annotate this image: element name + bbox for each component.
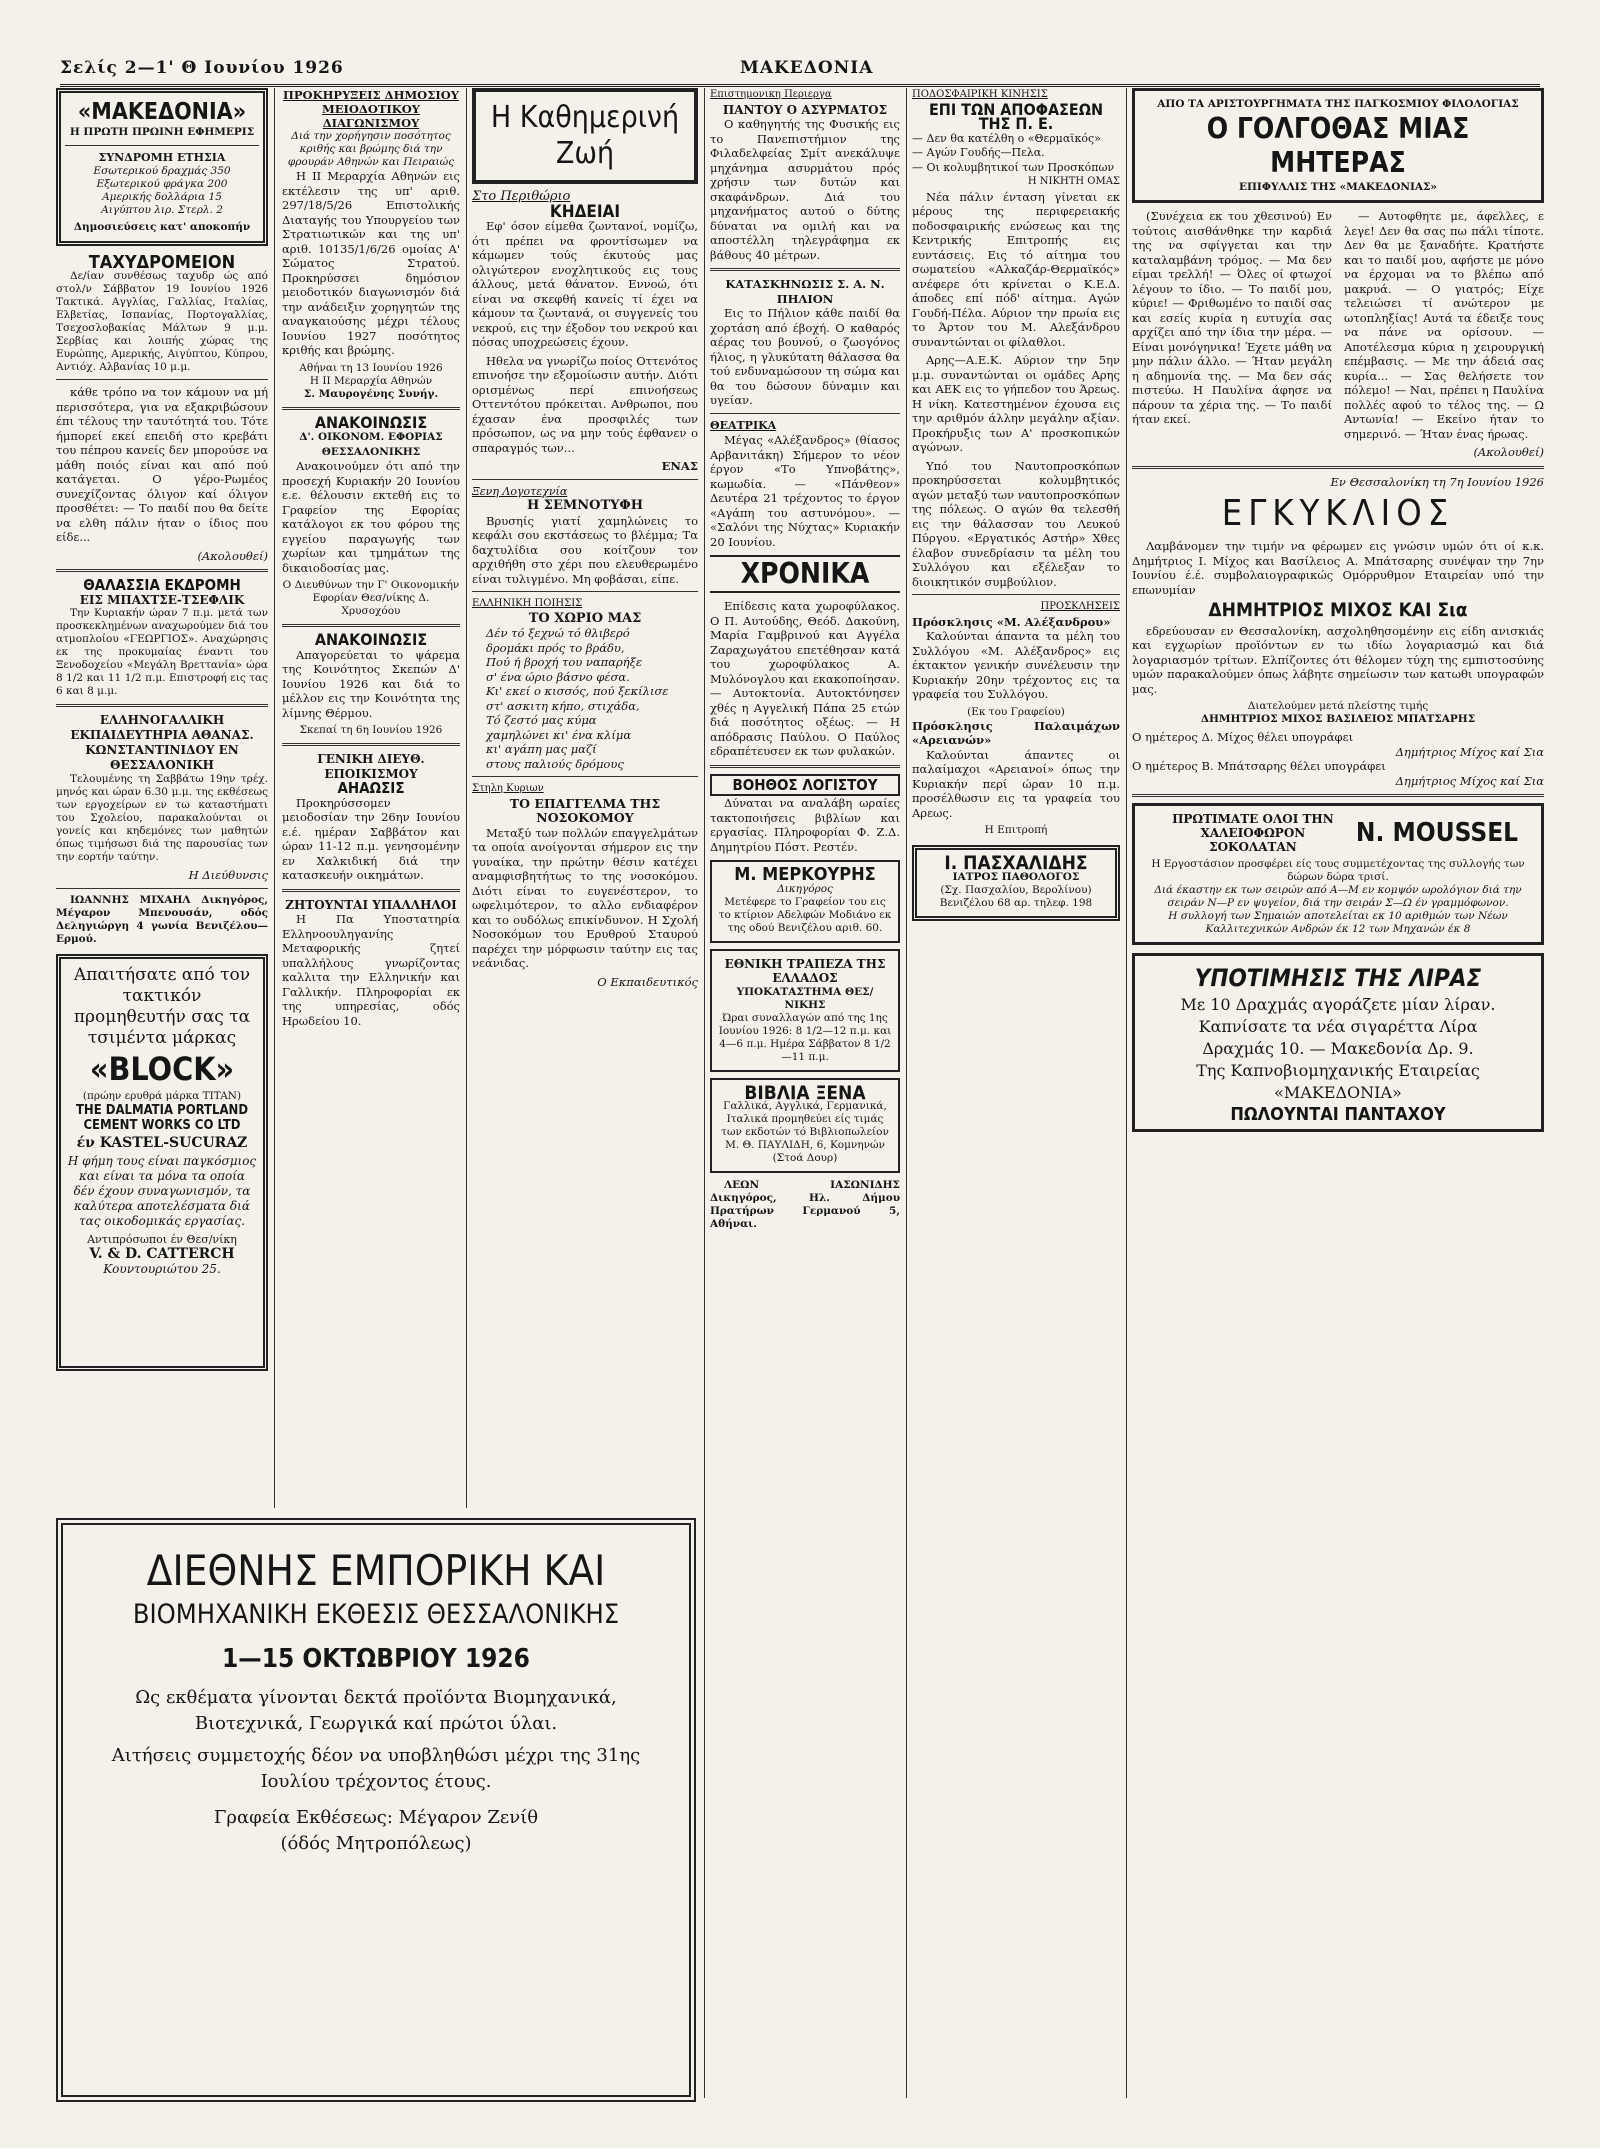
article-wireless-text: Ο καθηγητής της Φυσικής εις το Πανεπιστήμιον της Φιλαδελφείας Σμίτ ανεκάλυψε μηχάνημα ασυρμάτου πρός χρήσιν των δυτών και σκαφάνδρων. Διά του μηχανήματος αυτού ο δύτης δύναται να ομιλή και να αποστέλλη τηλεγράφημα εκ βάθους 40 μέτρων. bbox=[710, 117, 900, 262]
daily-life-banner: Η Καθημερινή Ζωή bbox=[472, 88, 698, 184]
expo-address: (όδός Μητροπόλεως) bbox=[280, 1833, 472, 1854]
poetry-section: ΕΛΛΗΝΙΚΗ ΠΟΙΗΣΙΣ bbox=[472, 598, 583, 609]
column-1 bbox=[56, 88, 268, 1508]
block-ad-place: έν KASTEL-SUCURAZ bbox=[76, 1135, 248, 1151]
serial-title: Ο ΓΟΛΓΟΘΑΣ ΜΙΑΣ ΜΗΤΕΡΑΣ bbox=[1206, 111, 1470, 179]
circular-text-2: εδρεύουσαν εν Θεσσαλονίκη, ασχοληθησομένην εις είδη ανισκιάς και εγχωρίων προϊόντων εν τω ιδίω λογαριασμώ και διά λογαριασμόν τρίτων. Ελπίζοντες ότι θέλομεν τύχη της εμπιστοσύνης υμών παρακαλούμεν όπως λάβητε σημείωσιν των κατωθι υπογραφών μας. bbox=[1132, 623, 1544, 696]
accountant-title: ΒΟΗΘΟΣ ΛΟΓΙΣΤΟΥ bbox=[710, 774, 900, 797]
wanted-text: Η Πα Υποστατηρία Ελληνοουληγανίης Μεταφορικής ζητεί υπαλλήλους γνωρίζοντας καλλιτα την Ελληνικήν και Γαλλικήν. Πληροφορίαι εκ της υπηρεσίας, οδός Ηρωδείου 10. bbox=[282, 912, 460, 1028]
lira-lines bbox=[1141, 994, 1535, 1104]
page-number-date: Σελίς 2—1' Θ Ιουνίου 1926 bbox=[60, 58, 344, 78]
article-funerals-signature: ΕΝΑΣ bbox=[661, 459, 698, 473]
column-4 bbox=[710, 88, 900, 2098]
block-ad-agent-name: V. & D. CATTERCH bbox=[89, 1246, 235, 1262]
masthead-subtitle: Η ΠΡΩΤΗ ΠΡΩΙΝΗ ΕΦΗΜΕΡΙΣ bbox=[69, 126, 255, 138]
poem-line: χαμηλώνει κι' ένα κλίμα bbox=[486, 727, 632, 742]
football-text-3: Υπό του Ναυτοπροσκόπων προκηρύσσεται κολυμβητικός αγών μεταξύ των ναυτοπροσκόπων της πόλεως. Ο αγών θα τελεσθή εις την θάλασσαν του Λευκού Πύργου. «Εργατικός Αστήρ» Χθες έλαβον συνεδρίασιν τα μέλη του Συλλόγου και εξέλεξαν το διοικητικόν συμβούλιον. bbox=[912, 458, 1120, 589]
serial-body bbox=[1132, 209, 1544, 445]
moussel-text-2: Διά έκαστην εκ των σειρών από Α—Μ εν κομψόν ωρολόγιον διά την σειράν Ν—Ρ εν ψυγείον, διά την σειράν Σ—Ω έν γραμμόφωνον. bbox=[1154, 884, 1522, 909]
newspaper-name: ΜΑΚΕΔΟΝΙΑ bbox=[740, 58, 874, 78]
football-text-2: Αρης—Α.Ε.Κ. Αύριον την 5ην μ.μ. συναντώνται οι ομάδες Αρης και ΑΕΚ εις το γήπεδον του Άρεως. Η νίκη. Κατεστημένον έχουσα εις την αριθμόν άλλην μεγάλην αξίαν. Προκήρυξις των Α' προσκοπικών αγώνων. bbox=[912, 353, 1120, 454]
article-nurse-signature: Ο Εκπαιδευτικός bbox=[597, 974, 698, 989]
invitation1-signature: (Εκ του Γραφείου) bbox=[967, 705, 1065, 718]
lira-line: Καπνίσατε τα νέα σιγαρέττα Λίρα bbox=[1198, 1017, 1478, 1036]
block-ad-agent-address: Κουντουριώτου 25. bbox=[103, 1261, 221, 1276]
circular-closing: Διατελούμεν μετά πλείστης τιμής bbox=[1247, 700, 1429, 712]
poem-line: Τό ζεστό μας κύμα bbox=[486, 713, 597, 727]
excursion-text: Την Κυριακήν ώραν 7 π.μ. μετά των προσκεκλημένων αναχωρούμεν διά του ατμοπλοίου «ΓΕΩΡΓΙΟΣ». Αναχώρησις εκ της προκυμαίας έναντι του Ξενοδοχείου «Μεγάλη Βρεττανία» ώρα 8 1/2 και 11 1/2 π.μ. Επιστροφή εις τας 6 και 8 μ.μ. bbox=[56, 607, 268, 697]
serial-text-right: — Αυτοφθητε με, άφελλες, ε λεγε! Δεν θα σας πω πάλι τίποτε. Δεν θα με ξαναδήτε. Κρατήστε και το παιδί μου, αφήστε με μόνο να έρχομαι να το βλέπω από μακρυά. — Ο γιατρός; Είχε τελειώσει τί ανώτερον με ωτοπληξίας! Αυτά τα έδειξε τους να πάνε να ορίσουν. — Αποτέλεσμα κύρια η χειρουργική επέμβασις. — Με την άδειά σας κυρία... — Σας θελήσετε τον πόλεμο! — Ναι, πρέπει η Παυλίνα πολλές αφού το τέλος της. — Ω Αντωνία! — Εκείνο ήταν το σημερινό. — Ήταν ένας ήρωας. bbox=[1344, 209, 1544, 441]
column-divider bbox=[274, 88, 275, 1508]
school-signature: Η Διεύθυνσις bbox=[188, 868, 268, 882]
block-cement-ad bbox=[56, 954, 268, 1371]
books-title: ΒΙΒΛΙΑ ΞΕΝΑ bbox=[744, 1081, 866, 1104]
pashalidis-profession: ΙΑΤΡΟΣ ΠΑΘΟΛΟΓΟΣ bbox=[952, 870, 1080, 883]
pashalidis-name: Ι. ΠΑΣΧΑΛΙΔΗΣ bbox=[944, 852, 1088, 874]
expo-line-1: ΔΙΕΘΝΗΣ ΕΜΠΟΡΙΚΗ ΚΑΙ bbox=[146, 1546, 606, 1595]
lira-line: Με 10 Δραχμάς αγοράζετε μίαν λίραν. bbox=[1180, 995, 1496, 1014]
moussel-ad bbox=[1132, 803, 1544, 945]
circular-firm: ΔΗΜΗΤΡΙΟΣ ΜΙΧΟΣ ΚΑΙ Σια bbox=[1208, 599, 1468, 621]
serial-text-left: (Συνέχεια εκ του χθεσινού) Εν τούτοις αισθάνθηκε την καρδιά της να σφίγγεται και την καταλαμβάνη τρόμος. — Μα δεν είμαι τρελλή! — Όλες οί φτωχοί λέγουν το ίδιο. — Το παιδί μου, κύριε! — Φριθωμένο το παιδί σας και εσείς κυρία η ευτυχία σας αρχίζει από την ίδια την μέρα. — Είναι μονόγηνικα! Έχετε μάθη να μην πάλιν άλλο. — Ήταν μεγάλη η αδημονία της. — Μα δεν σάς πιστεύω. Η Παυλίνα άφησε να πάρουν τα χέρια της. — Το παιδί ήταν εκεί. bbox=[1132, 209, 1332, 426]
bank-branch: ΥΠΟΚΑΤΑΣΤΗΜΑ ΘΕΣ/ΝΙΚΗΣ bbox=[736, 985, 874, 1011]
wanted-title: ΖΗΤΟΥΝΤΑΙ ΥΠΑΛΛΗΛΟΙ bbox=[285, 897, 457, 912]
subscription-line: Εξωτερικού φράγκα 200 bbox=[96, 178, 228, 190]
post-text: Δε/ίαν συνθέσως ταχυδρ ώς από στολ/ν Σάββατον 19 Ιουνίου 1926 Τακτικά. Αγγλίας, Γαλλίας, Ιταλίας, Ελβετίας, Ισπανίας, Πορτογαλλίας, Τσεχοσλοβακίας Μάλτων 9 μ.μ. Σερβίας και λοιπής χώρας της Ευρώπης, Αμερικής, Αιγύπτου, Κύπρου, Αντιόχ. Αλβανίας 10 μ.μ. bbox=[56, 270, 268, 373]
notice-text: Η ΙΙ Μεραρχία Αθηνών εις εκτέλεσιν της υπ' αριθ. 297/18/5/26 Επιστολικής Διαταγής του Υπουργείου των Στρατιωτικών και της υπ' αριθ. 10135/1/6/26 ομοίας Α' Σώματος Στρατού. Προκηρύσσει δημόσιον μειοδοτικόν διαγωνισμόν διά την ανάδειξιν χορηγητών της αναγκαιούσης μέχρι τέλους Ιουνίου 1927 ποσότητος κριθής και βρώμης. bbox=[282, 169, 460, 357]
lawyer-michail: ΙΩΑΝΝΗΣ ΜΙΧΑΗΛ Δικηγόρος, Μέγαρον Μπενουσάν, οδός Δεληγιώργη 4 γωνία Βενιζέλου—Ερμού. bbox=[56, 893, 268, 945]
invitation2-title: Πρόσκλησις Παλαιμάχων «Αρειανών» bbox=[912, 718, 1120, 747]
section-label: Στο Περιθώριο bbox=[472, 189, 571, 204]
announcement-title: ΑΝΑΚΟΙΝΩΣΙΣ bbox=[314, 412, 428, 432]
column-divider bbox=[704, 88, 705, 2098]
poem-line: Πού ή βροχή του ναπαρήξε bbox=[486, 655, 643, 669]
merkouris-text: Μετέφερε το Γραφείον του εις το κτίριον Αδελφών Μοδιάνο εκ της οδού Βενιζέλου αριθ. 60. bbox=[718, 895, 892, 934]
expo-text-1: Ως εκθέματα γίνονται δεκτά προϊόντα Βιομηχανικά, Βιοτεχνικά, Γεωργικά καί πρώτοι ύλαι. bbox=[135, 1687, 617, 1734]
column-3 bbox=[472, 88, 698, 1508]
article-prude-text: Βρυσηίς γιατί χαμηλώνεις το κεφάλι σου εκστάσεως το βλέμμα; Τα δαχτυλίδια σου κοίτζουν τον αρχιθήθη στο χέρι που ελευθερωμένο είναι τυλιγμένο. Μη φοβάσαι, είπε. bbox=[472, 513, 698, 586]
notice-signatory: Σ. Μαυρογένης Συνήγ. bbox=[303, 387, 439, 400]
masthead-title: «ΜΑΚΕΔΟΝΙΑ» bbox=[77, 99, 247, 125]
ads-note: Δημοσιεύσεις κατ' αποκοπήν bbox=[73, 221, 251, 233]
lira-ad bbox=[1132, 953, 1544, 1132]
lira-line: «ΜΑΚΕΔΟΝΙΑ» bbox=[1274, 1083, 1402, 1102]
block-ad-company: THE DALMATIA PORTLAND CEMENT WORKS CO LTD bbox=[75, 1103, 249, 1133]
moussel-text: Η Εργοστάσιον προσφέρει είς τους συμμετέχοντας της συλλογής των δώρων δώρα τρισί. bbox=[1151, 858, 1525, 883]
theatre-text: Μέγας «Αλέξανδρος» (θίασος Αρβανιτάκη) Σήμερον το νέον έργον «Το Υπνοβάτης», κωμωδία. — «Πάνθεον» Δευτέρα 21 τρέχοντος το έργον «Αγάπη του αστυνόμου». — «Σαλόνι της Νύχτας» Κυριακήν 20 Ιουνίου. bbox=[710, 433, 900, 549]
signature-label: Ο ημέτερος Β. Μπάτσαρης θέλει υπογράφει bbox=[1132, 759, 1386, 773]
pashalidis-ad bbox=[912, 845, 1120, 921]
subscription-line: Εσωτερικού δραχμάς 350 bbox=[93, 165, 231, 177]
article-prude-title: Η ΣΕΜΝΟΤΥΦΗ bbox=[526, 498, 644, 513]
football-note: Η ΝΙΚΗΤΗ ΟΜΑΣ bbox=[1027, 176, 1120, 187]
circular-signatories: ΔΗΜΗΤΡΙΟΣ ΜΙΧΟΣ ΒΑΣΙΛΕΙΟΣ ΜΠΑΤΣΑΡΗΣ bbox=[1200, 713, 1476, 725]
serial-continued: (Ακολουθεί) bbox=[1473, 445, 1544, 459]
article-wireless-title: ΠΑΝΤΟΥ Ο ΑΣΥΡΜΑΤΟΣ bbox=[722, 102, 888, 117]
announcement2-title: ΑΝΑΚΟΙΝΩΣΙΣ bbox=[314, 630, 428, 649]
bullet-item: — Δεν θα κατέλθη ο «Θερμαϊκός» bbox=[912, 131, 1101, 145]
books-text: Γαλλικά, Αγγλικά, Γερμανικά, Ιταλικά προμηθεύει είς τιμάς των εκδοτών τό Βιβλιοπωλείον Μ. Θ. ΠΑΥΛΙΔΗ, 6, Κομνηνών (Στοά Δουρ) bbox=[721, 1100, 889, 1164]
subscription-lines bbox=[65, 165, 259, 217]
excursion-title: ΘΑΛΑΣΣΙΑ ΕΚΔΡΟΜΗ bbox=[83, 576, 241, 594]
serial-subtitle: ΕΠΙΦΥΛΛΙΣ ΤΗΣ «ΜΑΚΕΔΟΝΙΑΣ» bbox=[1239, 180, 1437, 193]
column-5 bbox=[912, 88, 1120, 2098]
circular-text: Λαμβάνομεν την τιμήν να φέρωμεν εις γνώσιν υμών ότι οί κ.κ. Δημήτριος Ι. Μίχος και Βασίλειος Α. Μπάτσαρης συνέψαν την 7ην Ιουνίου έ.έ. συμβολαιογραφικώς Ομόρρυθμον Εταιρείαν υπό την επωνυμίαν bbox=[1132, 539, 1544, 597]
circular-date: Εν Θεσσαλονίκη τη 7η Ιουνίου 1926 bbox=[1330, 474, 1544, 489]
expo-line-2: ΒΙΟΜΗΧΑΝΙΚΗ ΕΚΘΕΣΙΣ ΘΕΣΣΑΛΟΝΙΚΗΣ bbox=[132, 1599, 620, 1630]
expo-text-2: Αιτήσεις συμμετοχής δέον να υποβληθώσι μέχρι της 31ης Ιουλίου τρέχοντος έτους. bbox=[111, 1745, 641, 1792]
poem-line: σ' ένα ώριο βάσνο φέσα. bbox=[486, 669, 630, 684]
column-divider bbox=[466, 88, 467, 1508]
lira-footer: ΠΩΛΟΥΝΤΑΙ ΠΑΝΤΑΧΟΥ bbox=[1230, 1104, 1446, 1125]
chronicles-title: ΧΡΟΝΙΚΑ bbox=[710, 555, 900, 593]
camp-text: Εις το Πήλιον κάθε παιδί θα χορτάση από έβοχή. Ο καθαρός αέρας του βουνού, ο ζωογόνος ήλιος, η γλυκύτατη θάλασσα θα τού ενδυναμώσουν τη σώμα και θα του δώσουν δύναμιν και υγείαν. bbox=[710, 306, 900, 407]
accountant-text: Δύναται να αναλάβη ωραίες τακτοποιήσεις βιβλίων και εργασίας. Πληροφορίαι Φ. Ζ.Δ. Δημητρίου Πόστ. Ρεστέν. bbox=[710, 796, 900, 854]
signature-specimen: Δημήτριος Μίχος καί Σια bbox=[1395, 773, 1544, 788]
excursion-subtitle: ΕΙΣ ΜΠΑΧΤΣΕ-ΤΣΕΦΛΙΚ bbox=[79, 592, 245, 607]
bank-hours: Ώραι συναλλαγών από της 1ης Ιουνίου 1926: 8 1/2—12 π.μ. και 4—6 π.μ. Ημέρα Σάββατον 8 1/2—11 π.μ. bbox=[718, 1011, 892, 1063]
poem-line: δρομάκι πρός το βράδυ, bbox=[486, 640, 625, 655]
theatre-title: ΘΕΑΤΡΙΚΑ bbox=[710, 418, 777, 432]
block-ad-intro: Απαιτήσατε από τον τακτικόν προμηθευτήν σας τα τσιμέντα μάρκας bbox=[73, 964, 251, 1048]
subscription-line: Αμερικής δολλάρια 15 bbox=[102, 191, 222, 203]
lira-line: Δραχμάς 10. — Μακεδονία Δρ. 9. bbox=[1202, 1039, 1474, 1058]
block-ad-note: (πρώην ερυθρά μάρκα TITAN) bbox=[82, 1089, 242, 1102]
chronicles-text: Επίδεσις κατα χωροφύλακος. Ο Π. Αυτούδης, Θεόδ. Δακούνη, Μαρία Γαμβρινού και Αγγέλα Ζαραχωγάτου επετέθησαν κατά του χωροφύλακος Α. Μυλόνογλου και εκακοποίησαν. — Αυτοκτονία. Αυτοκτόνησεν χθές η Αγγελική Πάπα 25 ετών διά ποσότητος οξέως. — Η απόδρασις Παύλου. Ο Παύλος εδραπέτευσεν εκ των φυλακών. bbox=[710, 599, 900, 758]
announcement2-signature: Σκεπαί τη 6η Ιουνίου 1926 bbox=[299, 724, 443, 736]
invitations-title: ΠΡΟΣΚΛΗΣΕΙΣ bbox=[1040, 601, 1120, 612]
block-ad-brand: «BLOCK» bbox=[89, 1049, 235, 1088]
merkouris-profession: Δικηγόρος bbox=[777, 882, 833, 895]
moussel-brand: N. MOUSSEL bbox=[1355, 817, 1519, 848]
bank-title: ΕΘΝΙΚΗ ΤΡΑΠΕΖΑ ΤΗΣ ΕΛΛΑΔΟΣ bbox=[724, 956, 886, 985]
article-funerals-text-2: Ηθελα να γνωρίζω ποίος Οττενότος επινοήσε την εξομοίωσιν αυτήν. Διότι ορισμένως περί επινοήσεως Οττεντότου πρόκειται. Ανθρωποι, που έχασαν ένα προσφιλές των πρόσωπον, ως να μην τούς έφθανεν ο σπαραγμός των... bbox=[472, 353, 698, 455]
column-divider bbox=[1126, 88, 1127, 2098]
invitation2-text: Καλούνται άπαντες οι παλαίμαχοι «Αρειανοί» όπως την Κυριακήν περί ώραν 10 π.μ. προσέλθωσιν εις τα γραφεία του Αρεως. bbox=[912, 747, 1120, 820]
section-label: Επιστημονικη Περιεργα bbox=[710, 89, 832, 100]
article-funerals-text: Εφ' όσον είμεθα ζωντανοί, νομίζω, ότι πρέπει να φροντίσωμεν να κάμωμεν τούς έκυτούς μας ολιγώτερον ενοχλητικούς εις τους άλλους, μετά θάνατον. Εννοώ, ότι είναι να σκεφθή κανείς τί έχει να κάμουν τα ζωντανά, οι συγγενείς του νεκρού, εις την έξοδον του νεκρού και πόσας υποχρεώσεις έχουν. bbox=[472, 219, 698, 349]
notice-date: Αθήναι τη 13 Ιουνίου 1926 bbox=[299, 361, 443, 374]
notice-issuer: Η ΙΙ Μεραρχία Αθηνών bbox=[309, 374, 433, 387]
football-text: Νέα πάλιν ένταση γίνεται εκ μέρους της περιφερειακής ποδοσφαιρικής ενώσεως και της Κεντρικής Επιτροπής εις ευντάσεις. Εις τό αίτημα του σωματείου «Αλκαζάρ-Θερμαϊκός» ανέφερε ότι κρίνεται ο Κ.Ε.Δ. άποδες επί πόδ' αίτημα. Αγών Γουδή-Πέλα. Αύριον την πρωία εις το Άρτον του Μ. Αλεξάνδρου συναντώνται οι φίλαθλοι. bbox=[912, 189, 1120, 349]
bullet-item: — Οι κολυμβητικοί των Προσκόπων bbox=[912, 160, 1115, 174]
football-title: ΕΠΙ ΤΩΝ ΑΠΟΦΑΣΕΩΝ ΤΗΣ Π. Ε. bbox=[928, 99, 1104, 133]
section-label: Ξενη Λογοτεχνία bbox=[472, 484, 568, 498]
masthead-box bbox=[56, 88, 268, 246]
section-label: ΠΟΔΟΣΦΑΙΡΙΚΗ ΚΙΝΗΣΙΣ bbox=[912, 89, 1048, 100]
circular-signature-1 bbox=[1132, 730, 1544, 759]
moussel-text-3: Η συλλογή των Σημαιών αποτελείται εκ 10 αριθμών των Νέων Καλλιτεχνικών Ανδρών έκ 12 των Μηχανών έκ 8 bbox=[1168, 910, 1508, 935]
invitation1-title: Πρόσκλησις «Μ. Αλέξανδρου» bbox=[912, 614, 1111, 629]
invitation2-signature: Η Επιτροπή bbox=[984, 824, 1048, 836]
story-continued: (Ακολουθεί) bbox=[197, 548, 268, 563]
lira-line: Της Καπνοβιομηχανικής Εταιρείας bbox=[1196, 1061, 1480, 1080]
camp-title: ΚΑΤΑΣΚΗΝΩΣΙΣ Σ. Α. Ν. ΠΗΛΙΟΝ bbox=[725, 277, 885, 306]
column-6 bbox=[1132, 88, 1544, 2098]
announcement-signature: Ο Διευθύνων την Γ' Οικονομικήν Εφορίαν Θεσ/νίκης Δ. Χρυσοχόου bbox=[282, 579, 460, 617]
circular-title: ΕΓΚΥΚΛΙΟΣ bbox=[1221, 493, 1455, 534]
notice-title: ΠΡΟΚΗΡΥΞΕΙΣ ΔΗΜΟΣΙΟΥ ΜΕΙΟΔΟΤΙΚΟΥ ΔΙΑΓΩΝΙΣΜΟΥ bbox=[283, 88, 459, 130]
serial-header bbox=[1132, 88, 1544, 203]
poem-line: κι' αγάπη μας μαζί bbox=[486, 742, 597, 756]
moussel-header bbox=[1141, 812, 1535, 854]
announcement2-text: Απαγορεύεται το ψάρεμα της Κοινότητος Σκεπών Δ' Ιουνίου 1926 και διά το μέλλον εις την Κοινότητα της λίμνης Θέρμου. bbox=[282, 647, 460, 720]
post-title: ΤΑΧΥΔΡΟΜΕΙΟΝ bbox=[88, 251, 236, 273]
subscription-title: ΣΥΝΔΡΟΜΗ ΕΤΗΣΙΑ bbox=[98, 150, 226, 164]
merkouris-ad bbox=[710, 860, 900, 943]
general-directorate-subtitle: ΑΗΑΩΣΙΣ bbox=[337, 779, 405, 797]
article-funerals-title: ΚΗΔΕΙΑΙ bbox=[549, 201, 621, 222]
subscription-line: Αιγύπτου λιρ. Στερλ. 2 bbox=[101, 204, 223, 216]
foreign-books-ad bbox=[710, 1078, 900, 1174]
expo-ad bbox=[56, 1518, 696, 2102]
block-ad-description: Η φήμη τους είναι παγκόσμιος και είναι τα μόνα τα οποία δέν έχουν συναγωνισμόν, τα καλύτερα αποτελέσματα διά τας οικοδομικάς εργασίας. bbox=[67, 1153, 257, 1228]
serial-section: ΑΠΟ ΤΑ ΑΡΙΣΤΟΥΡΓΗΜΑΤΑ ΤΗΣ ΠΑΓΚΟΣΜΙΟΥ ΦΙΛΟΛΟΓΙΑΣ bbox=[1157, 98, 1519, 110]
story-text: κάθε τρόπο να τον κάμουν να μή περισσότερα, για να εξακριβώσουν έπι τέλους την ταυτότητά του. Τότε ήμπορεί εκεί επειδή στο κρεβάτι του πέπρου κανείς δεν μπορούσε να μάθη ποιός είναι και από πού κατάγεται. Ο γέρο-Ρωμέος συνεχίζοντας όλιγον καί όλιγον προσθέτει: — Το παιδί που θα δείτε να ελθη πάλιν ήταν ο ίδιος που είδε... bbox=[56, 385, 268, 544]
page-header bbox=[60, 54, 1540, 87]
school-title: ΕΛΛΗΝΟΓΑΛΛΙΚΗ ΕΚΠΑΙΔΕΥΤΗΡΙΑ ΑΘΑΝΑΣ. ΚΩΝΣΤΑΝΤΙΝΙΔΟΥ ΕΝ ΘΕΣΣΑΛΟΝΙΚΗ bbox=[70, 713, 254, 772]
invitation1-text: Καλούνται άπαντα τα μέλη του Συλλόγου «Μ. Αλέξανδρος» εις έκτακτον γενικήν συνέλευσιν την Κυριακήν 20ην τρέχοντος εις τα γραφεία του Συλλόγου. bbox=[912, 629, 1120, 701]
notice-subtitle: Διά την χορήγησιν ποσότητος κριθής και βρώμης διά την φρουράν Αθηνών και Πειραιώς bbox=[287, 130, 455, 168]
pashalidis-address: (Σχ. Πασχαλίου, Βερολίνου) Βενιζέλου 68 αρ. τηλεφ. 198 bbox=[939, 883, 1093, 909]
poem-line: στους παλιούς δρόμους bbox=[486, 756, 624, 771]
circular-signature-2 bbox=[1132, 759, 1544, 788]
expo-office: Γραφεία Εκθέσεως: Μέγαρον Ζενίθ bbox=[213, 1807, 539, 1828]
announcement-text: Ανακοινούμεν ότι από την προσεχή Κυριακήν 20 Ιουνίου ε.ε. θέλουσιν εκτεθή εις το Γραφείον της Εφορίας κατάλογοι εκ του φόρου της εγγείου παραγωγής των χωρίων και τμημάτων της δικαιοδοσίας μας. bbox=[282, 459, 460, 575]
block-ad-agents: Αντιπρόσωποι έν Θεσ/νίκη bbox=[87, 1232, 237, 1246]
section-label: Στηλη Κυριων bbox=[472, 783, 544, 794]
merkouris-name: Μ. ΜΕΡΚΟΥΡΗΣ bbox=[734, 864, 876, 885]
bullet-item: — Αγών Γουδής—Πελα. bbox=[912, 146, 1045, 159]
article-nurse-title: ΤΟ ΕΠΑΓΓΕΛΜΑ ΤΗΣ ΝΟΣΟΚΟΜΟΥ bbox=[509, 795, 661, 825]
poem-title: ΤΟ ΧΩΡΙΟ ΜΑΣ bbox=[528, 610, 642, 626]
signature-label: Ο ημέτερος Δ. Μίχος θέλει υπογράφει bbox=[1132, 730, 1354, 744]
poem-line: Κι' εκεί ο κισσός, πού ξεκίλισε bbox=[486, 684, 669, 698]
school-text: Τελουμένης τη Σαββάτω 19ην τρέχ. μηνός και ώραν 6.30 μ.μ. της εκθέσεως των εργοχείρων εν τω καταστήματι του Σχολείου, παρακαλούνται οι γονείς και κηδεμόνες των μαθητών όπως τιμήσωσι διά της παρουσίας των την εορτήν ταύτην. bbox=[56, 773, 268, 863]
football-bullets bbox=[912, 132, 1120, 176]
lawyer-iasonidis: ΛΕΩΝ ΙΑΣΩΝΙΔΗΣ Δικηγόρος, Ηλ. Δήμου Πρατήρων Γερμανού 5, Αθήναι. bbox=[710, 1179, 900, 1230]
announcement-subtitle: Δ'. ΟΙΚΟΝΟΜ. ΕΦΟΡΙΑΣ ΘΕΣΣΑΛΟΝΙΚΗΣ bbox=[299, 431, 443, 458]
article-nurse-text: Μεταξύ των πολλών επαγγελμάτων τα οποία ανοίγονται σήμερον εις την γυναίκα, την πρώτην θέσιν κατέχει αναμφισβητήτως το της νοσοκόμου. Διότι είναι το ευγενέστερον, το ωφελιμότερον, το αλλο ενδιαφέρον και το ουδόλως επικίνδυνον. Η Σχολή Νοσοκόμων του Ερυθρού Σταυρού παρέχει την μόρφωσιν ταύτην εις τας νεάνιδας. bbox=[472, 825, 698, 970]
national-bank-ad bbox=[710, 949, 900, 1072]
poem-line: Δέν τό ξεχνώ τό θλιβερό bbox=[486, 626, 630, 640]
column-divider bbox=[906, 88, 907, 2098]
poem-body bbox=[472, 626, 698, 771]
general-directorate-title: ΓΕΝΙΚΗ ΔΙΕΥΘ. ΕΠΟΙΚΙΣΜΟΥ bbox=[317, 752, 425, 781]
signature-specimen: Δημήτριος Μίχος καί Σια bbox=[1395, 744, 1544, 759]
expo-dates: 1—15 ΟΚΤΩΒΡΙΟΥ 1926 bbox=[222, 1644, 530, 1674]
column-2 bbox=[282, 88, 460, 1508]
general-directorate-text: Προκηρύσσομεν μειοδοσίαν την 26ην Ιουνίου ε.έ. ημέραν Σαββάτον και ώραν 11-12 π.μ. γενησομένην εν Χαλκιδική διά την κατασκευήν οικημάτων. bbox=[282, 795, 460, 882]
lira-title: ΥΠΟΤΙΜΗΣΙΣ ΤΗΣ ΛΙΡΑΣ bbox=[1194, 964, 1482, 992]
poem-line: στ' ασκιτη κήπο, στιχάδα, bbox=[486, 698, 640, 713]
moussel-slogan: ΠΡΩΤΙΜΑΤΕ ΟΛΟΙ ΤΗΝ ΧΑΛΕΙΟΦΩΡΟΝ ΣΟΚΟΛΑΤΑΝ bbox=[1172, 812, 1334, 854]
